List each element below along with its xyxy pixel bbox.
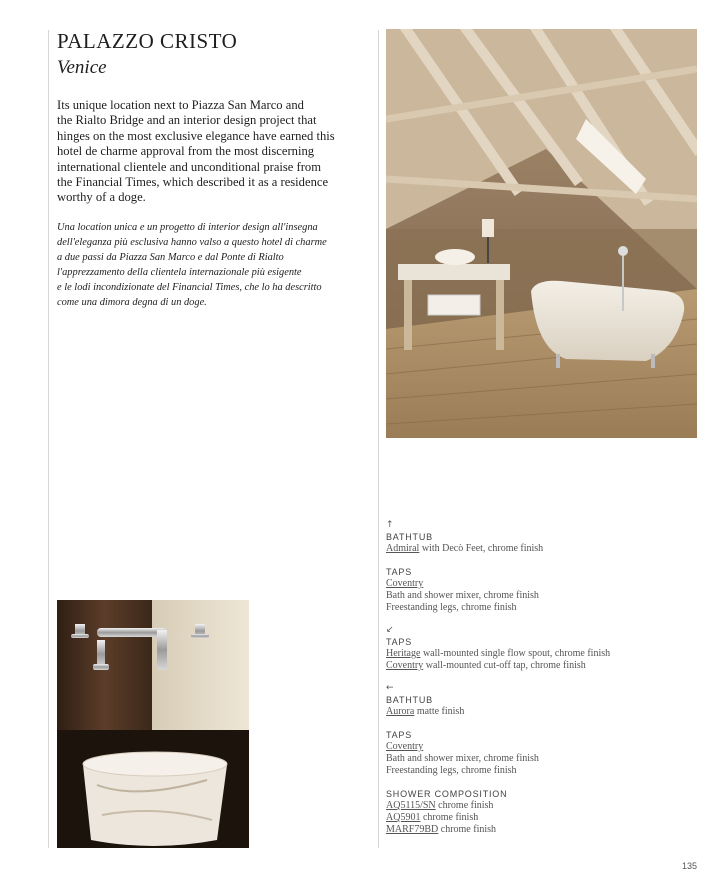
caption-taps-coventry bbox=[386, 566, 706, 614]
description-en-line: international clientele and unconditional praise from bbox=[57, 159, 322, 174]
caption-taps-coventry-2 bbox=[386, 729, 706, 777]
product-link-coventry[interactable]: Coventry bbox=[386, 741, 424, 752]
description-it-line: l'apprezzamento della clientela internazionale più esigente bbox=[57, 267, 302, 279]
description-it-line: dell'eleganza più esclusiva hanno valso a questo hotel di charme bbox=[57, 237, 327, 249]
product-link-coventry[interactable]: Coventry bbox=[386, 578, 424, 589]
caption-line bbox=[386, 800, 706, 812]
arrow-left-icon: ← bbox=[386, 683, 394, 693]
caption-text: chrome finish bbox=[438, 824, 497, 835]
description-it-line: e le lodi incondizionate del Financial Times, che lo ha descritto bbox=[57, 282, 322, 294]
wall-tap-basin-photo bbox=[57, 600, 249, 848]
caption-line: Bath and shower mixer, chrome finish bbox=[386, 590, 539, 601]
description-en-line: the Rialto Bridge and an interior design project that bbox=[57, 113, 317, 128]
description-en-line: worthy of a doge. bbox=[57, 190, 146, 205]
tap-basin-illustration bbox=[57, 600, 249, 848]
arrow-up-icon: ↑ bbox=[386, 520, 394, 530]
description-en-line: hinges on the most exclusive elegance have earned this bbox=[57, 128, 335, 143]
caption-line: Bath and shower mixer, chrome finish bbox=[386, 753, 539, 764]
caption-line: Freestanding legs, chrome finish bbox=[386, 602, 517, 613]
caption-text: wall-mounted cut-off tap, chrome finish bbox=[423, 660, 586, 671]
caption-line bbox=[386, 706, 706, 718]
description-it-line: a due passi da Piazza San Marco e dal Ponte di Rialto bbox=[57, 252, 284, 264]
hotel-name: PALAZZO CRISTO bbox=[57, 29, 238, 53]
product-link-aq5115[interactable]: AQ5115/SN bbox=[386, 800, 436, 811]
caption-heading: TAPS bbox=[386, 730, 413, 740]
caption-text: chrome finish bbox=[420, 812, 479, 823]
caption-line bbox=[386, 660, 706, 672]
caption-line bbox=[386, 578, 706, 590]
caption-text: with Decò Feet, chrome finish bbox=[419, 543, 544, 554]
description-en-line: Its unique location next to Piazza San Marco and bbox=[57, 98, 304, 112]
caption-heading: SHOWER COMPOSITION bbox=[386, 789, 508, 799]
caption-text: wall-mounted single flow spout, chrome finish bbox=[420, 648, 611, 659]
left-margin-rule bbox=[48, 30, 49, 848]
caption-heading: BATHTUB bbox=[386, 695, 433, 705]
page-number: 135 bbox=[682, 861, 698, 871]
caption-heading: TAPS bbox=[386, 637, 413, 647]
hotel-city: Venice bbox=[57, 57, 107, 78]
caption-line bbox=[386, 824, 706, 836]
product-link-aurora[interactable]: Aurora bbox=[386, 706, 415, 717]
product-link-aq5901[interactable]: AQ5901 bbox=[386, 812, 421, 823]
caption-bathtub-aurora bbox=[386, 683, 706, 718]
attic-bathroom-illustration bbox=[386, 29, 697, 438]
arrow-down-left-icon: ↙ bbox=[386, 625, 394, 635]
attic-bathroom-photo bbox=[386, 29, 697, 438]
description-en-line: hotel de charme approval from the most discerning bbox=[57, 144, 315, 159]
caption-text: chrome finish bbox=[435, 800, 494, 811]
caption-line bbox=[386, 812, 706, 824]
description-en-line: the Financial Times, which described it as a residence bbox=[57, 175, 329, 190]
product-link-marf79bd[interactable]: MARF79BD bbox=[386, 824, 439, 835]
caption-line bbox=[386, 741, 706, 753]
column-divider-rule bbox=[378, 30, 379, 848]
description-it-line: come una dimora degna di un doge. bbox=[57, 297, 207, 309]
description-italian bbox=[57, 220, 347, 311]
caption-line bbox=[386, 543, 706, 555]
description-english bbox=[57, 98, 342, 206]
caption-heading: BATHTUB bbox=[386, 532, 433, 542]
product-captions bbox=[386, 520, 706, 847]
caption-line bbox=[386, 648, 706, 660]
product-link-heritage[interactable]: Heritage bbox=[386, 648, 421, 659]
caption-heading: TAPS bbox=[386, 567, 413, 577]
caption-taps-heritage bbox=[386, 625, 706, 672]
product-link-admiral[interactable]: Admiral bbox=[386, 543, 420, 554]
caption-line: Freestanding legs, chrome finish bbox=[386, 765, 517, 776]
product-link-coventry[interactable]: Coventry bbox=[386, 660, 424, 671]
description-it-line: Una location unica e un progetto di interior design all'insegna bbox=[57, 222, 318, 233]
caption-bathtub-admiral bbox=[386, 520, 706, 555]
caption-shower-composition bbox=[386, 788, 706, 836]
caption-text: matte finish bbox=[414, 706, 465, 717]
